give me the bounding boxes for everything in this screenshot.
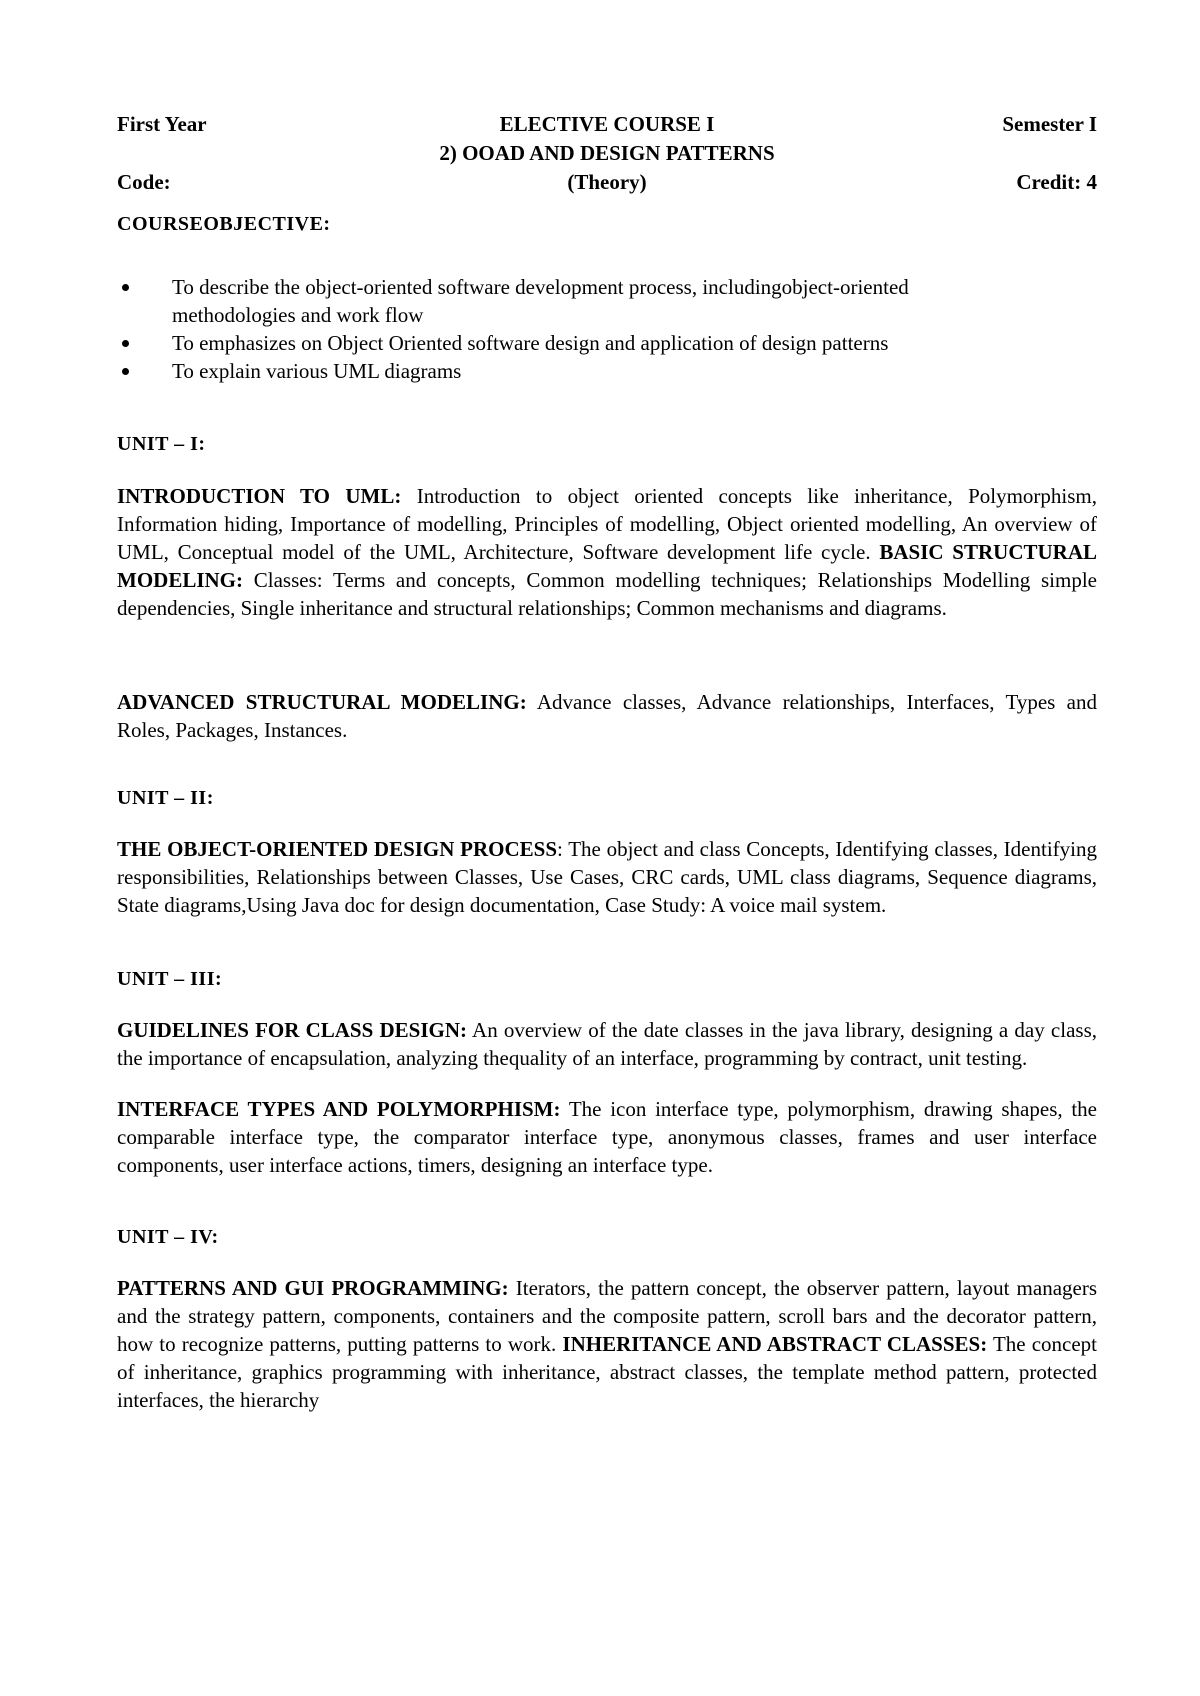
type-label: (Theory)	[567, 170, 647, 194]
unit-1-paragraph-1: INTRODUCTION TO UML: Introduction to object oriented concepts like inheritance, Polymorphism, Information hiding, Importance of modelling, Principles of modelling, Object oriented modelling, An overview of UML, Conceptual model of the UML, Architecture, Software development life cycle. BASIC STRUCTURAL MODELING: Classes: Terms and concepts, Common modelling techniques; Relationships Modelling simple dependencies, Single inheritance and structural relationships; Common mechanisms and diagrams.	[117, 484, 1097, 620]
semester-label: Semester I	[1002, 112, 1097, 136]
list-item: To emphasizes on Object Oriented software design and application of design patterns	[117, 329, 987, 357]
header-row-1	[117, 112, 1097, 141]
subject-title: 2) OOAD AND DESIGN PATTERNS	[439, 141, 775, 165]
unit-4-title: UNIT – IV:	[117, 1226, 219, 1248]
objective-list	[117, 273, 987, 385]
bullet-icon	[122, 284, 129, 291]
unit-3-title: UNIT – III:	[117, 968, 223, 990]
unit-1-title: UNIT – I:	[117, 433, 206, 455]
unit-2-title: UNIT – II:	[117, 787, 214, 809]
header-row-2	[117, 141, 1097, 170]
unit-3-paragraph-1: GUIDELINES FOR CLASS DESIGN: An overview of the date classes in the java library, designing a day class, the importance of encapsulation, analyzing thequality of an interface, programming by contract, unit testing.	[117, 1018, 1097, 1070]
bullet-icon	[122, 368, 129, 375]
code-label: Code:	[117, 170, 171, 194]
unit-3-paragraph-2: INTERFACE TYPES AND POLYMORPHISM: The icon interface type, polymorphism, drawing shapes, the comparable interface type, the comparator interface type, anonymous classes, frames and user interface components, user interface actions, timers, designing an interface type.	[117, 1097, 1097, 1177]
year-label: First Year	[117, 112, 207, 136]
unit-1-paragraph-2: ADVANCED STRUCTURAL MODELING: Advance classes, Advance relationships, Interfaces, Types and Roles, Packages, Instances.	[117, 690, 1097, 742]
credit-label: Credit: 4	[1016, 170, 1097, 194]
unit-4-paragraph-1: PATTERNS AND GUI PROGRAMMING: Iterators, the pattern concept, the observer pattern, layout managers and the strategy pattern, components, containers and the composite pattern, scroll bars and the decorator pattern, how to recognize patterns, putting patterns to work. INHERITANCE AND ABSTRACT CLASSES: The concept of inheritance, graphics programming with inheritance, abstract classes, the template method pattern, protected interfaces, the hierarchy	[117, 1276, 1097, 1412]
list-item: To describe the object-oriented software development process, includingobject-oriented methodologies and work flow	[117, 273, 987, 329]
list-item: To explain various UML diagrams	[117, 357, 987, 385]
header-row-3	[117, 170, 1097, 199]
objective-heading: COURSEOBJECTIVE:	[117, 213, 331, 235]
course-label: ELECTIVE COURSE I	[499, 112, 715, 136]
unit-2-paragraph-1: THE OBJECT-ORIENTED DESIGN PROCESS: The object and class Concepts, Identifying classes, Identifying responsibilities, Relationships between Classes, Use Cases, CRC cards, UML class diagrams, Sequence diagrams, State diagrams,Using Java doc for design documentation, Case Study: A voice mail system.	[117, 837, 1097, 917]
bullet-icon	[122, 340, 129, 347]
